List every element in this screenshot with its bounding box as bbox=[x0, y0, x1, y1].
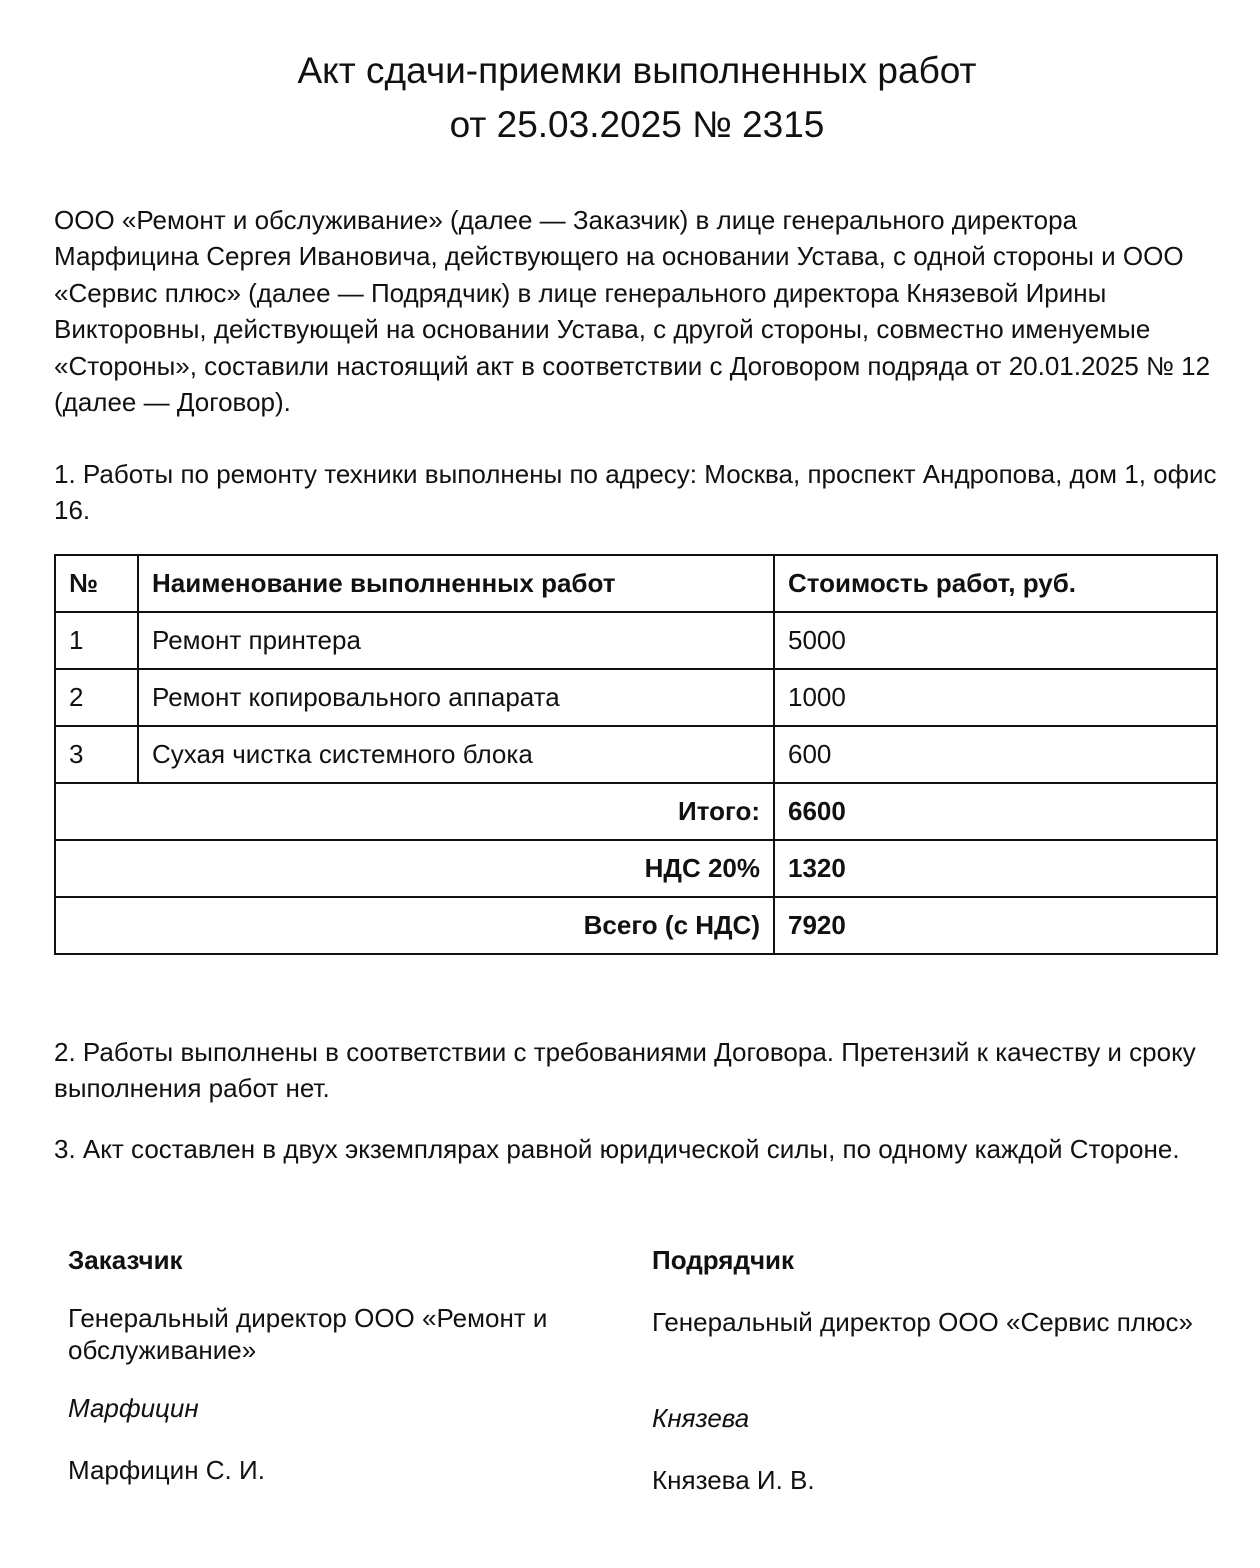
row-cost: 5000 bbox=[774, 612, 1217, 669]
contractor-party-label: Подрядчик bbox=[652, 1245, 795, 1275]
header-work-name: Наименование выполненных работ bbox=[138, 555, 774, 612]
contractor-signature: Князева bbox=[652, 1403, 750, 1433]
vat-value: 1320 bbox=[774, 840, 1217, 897]
vat-row bbox=[55, 840, 1217, 897]
header-cost: Стоимость работ, руб. bbox=[774, 555, 1217, 612]
table-header-row bbox=[55, 555, 1217, 612]
row-work-name: Ремонт копировального аппарата bbox=[138, 669, 774, 726]
table-row bbox=[55, 612, 1217, 669]
contractor-signature-block bbox=[652, 1238, 1212, 1500]
customer-signature-block bbox=[68, 1238, 628, 1490]
grand-total-label: Всего (с НДС) bbox=[55, 897, 774, 954]
customer-position: Генеральный директор ООО «Ремонт и обслуживание» bbox=[68, 1303, 548, 1365]
title-line-1: Акт сдачи-приемки выполненных работ bbox=[297, 50, 977, 91]
row-number: 3 bbox=[55, 726, 138, 783]
document-title bbox=[0, 44, 1260, 152]
grand-total-row bbox=[55, 897, 1217, 954]
vat-label: НДС 20% bbox=[55, 840, 774, 897]
table-row bbox=[55, 726, 1217, 783]
row-cost: 600 bbox=[774, 726, 1217, 783]
total-value: 6600 bbox=[774, 783, 1217, 840]
contractor-name: Князева И. В. bbox=[652, 1465, 815, 1495]
total-row bbox=[55, 783, 1217, 840]
works-table bbox=[54, 554, 1218, 955]
row-work-name: Ремонт принтера bbox=[138, 612, 774, 669]
clause-3: 3. Акт составлен в двух экземплярах равной юридической силы, по одному каждой Стороне. bbox=[54, 1134, 1180, 1164]
customer-name: Марфицин С. И. bbox=[68, 1455, 265, 1485]
table-row bbox=[55, 669, 1217, 726]
customer-signature: Марфицин bbox=[68, 1393, 199, 1423]
contractor-position: Генеральный директор ООО «Сервис плюс» bbox=[652, 1307, 1193, 1337]
row-number: 2 bbox=[55, 669, 138, 726]
row-work-name: Сухая чистка системного блока bbox=[138, 726, 774, 783]
title-line-2: от 25.03.2025 № 2315 bbox=[449, 104, 825, 145]
grand-total-value: 7920 bbox=[774, 897, 1217, 954]
intro-paragraph: ООО «Ремонт и обслуживание» (далее — Заказчик) в лице генерального директора Марфицина Сергея Ивановича, действующего на основании Устава, с одной стороны и ООО «Сервис плюс» (далее — Подрядчик) в лице генерального директора Князевой Ирины Викторовны, действующей на основании Устава, с другой стороны, совместно именуемые «Стороны», составили настоящий акт в соответствии с Договором подряда от 20.01.2025 № 12 (далее — Договор). bbox=[54, 205, 1211, 418]
row-number: 1 bbox=[55, 612, 138, 669]
customer-party-label: Заказчик bbox=[68, 1245, 183, 1275]
total-label: Итого: bbox=[55, 783, 774, 840]
clause-2: 2. Работы выполнены в соответствии с требованиями Договора. Претензий к качеству и сроку выполнения работ нет. bbox=[54, 1037, 1196, 1104]
header-number: № bbox=[55, 555, 138, 612]
clause-1: 1. Работы по ремонту техники выполнены по адресу: Москва, проспект Андропова, дом 1, офис 16. bbox=[54, 459, 1217, 526]
row-cost: 1000 bbox=[774, 669, 1217, 726]
